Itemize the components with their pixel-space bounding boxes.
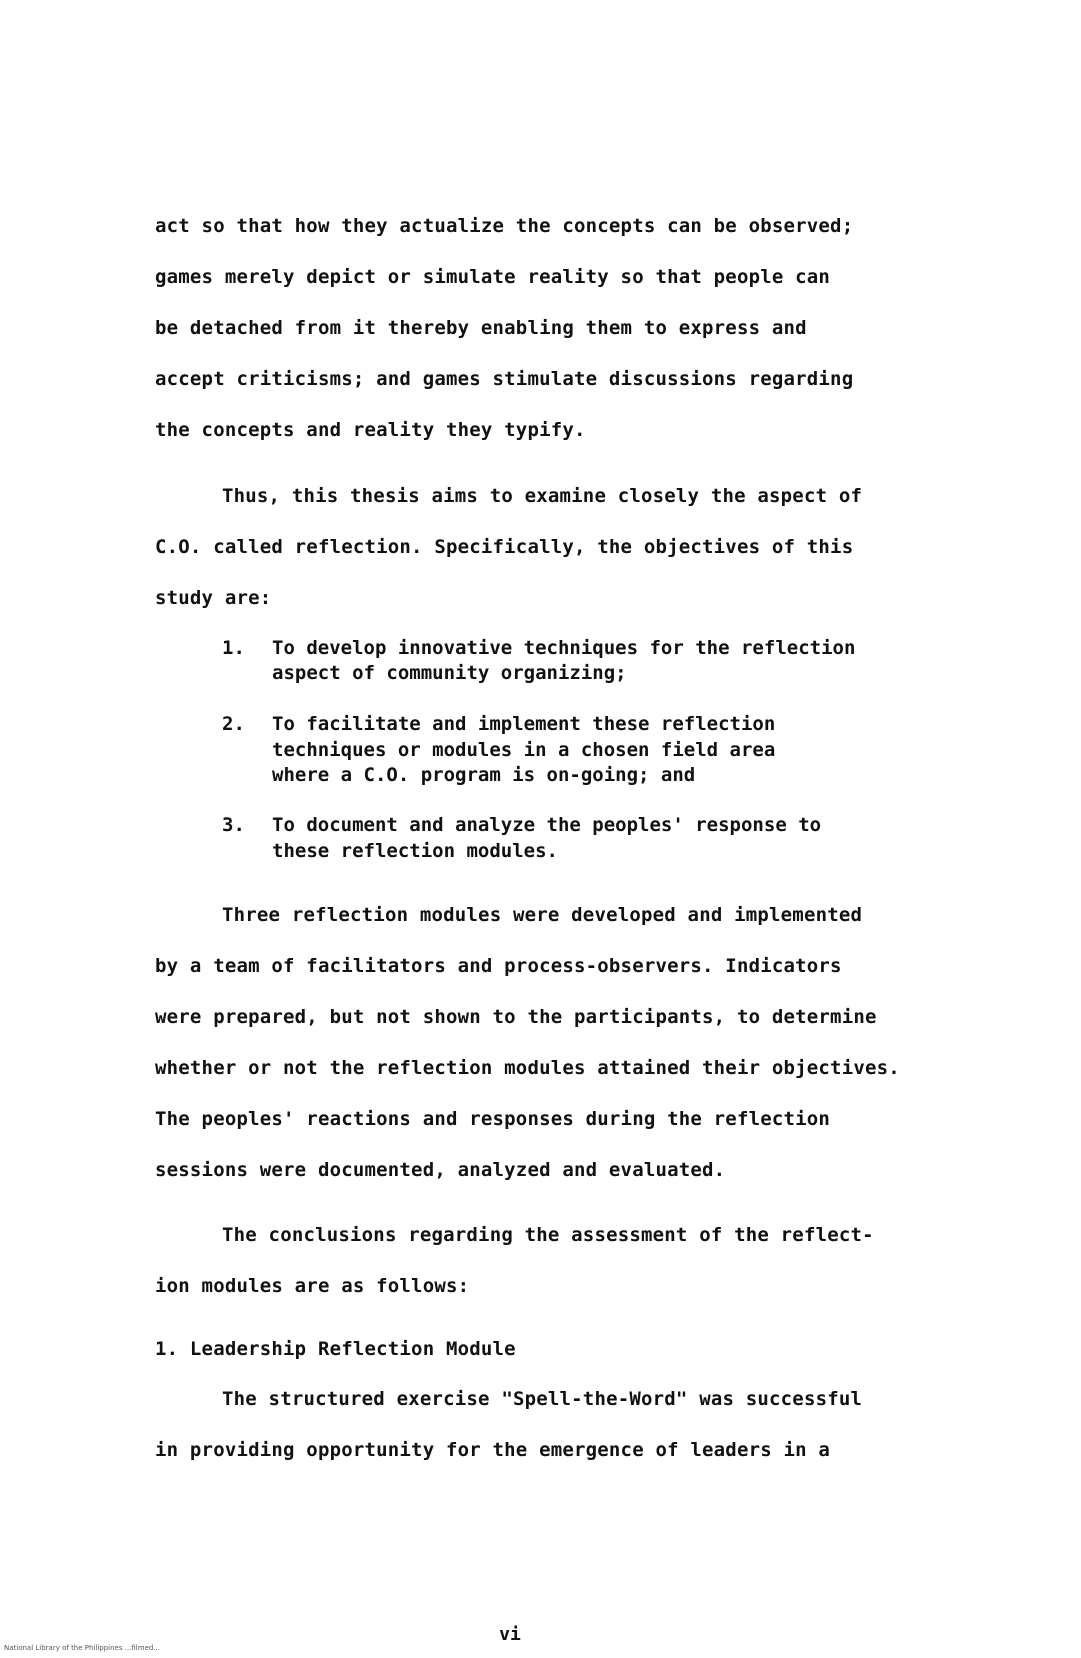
text-line: by a team of facilitators and process-observers. Indicators bbox=[155, 955, 842, 977]
scan-footer: National Library of the Philippines ...filmed... bbox=[4, 1644, 160, 1652]
text-line: were prepared, but not shown to the participants, to determine bbox=[155, 1006, 877, 1028]
text-line: study are: bbox=[155, 587, 272, 609]
text-line: games merely depict or simulate reality so that people can bbox=[155, 266, 831, 288]
text-line: C.O. called reflection. Specifically, the objectives of this bbox=[155, 536, 854, 558]
list-item-text: techniques or modules in a chosen field area bbox=[272, 739, 776, 761]
page-number: vi bbox=[499, 1624, 521, 1645]
text-line: accept criticisms; and games stimulate discussions regarding bbox=[155, 368, 854, 390]
list-item-number: 1. bbox=[222, 637, 245, 659]
text-line: Thus, this thesis aims to examine closely the aspect of bbox=[222, 485, 863, 507]
text-line: ion modules are as follows: bbox=[155, 1275, 470, 1297]
list-item-text: To facilitate and implement these reflection bbox=[272, 713, 776, 735]
text-line: be detached from it thereby enabling them to express and bbox=[155, 317, 807, 339]
text-line: act so that how they actualize the concepts can be observed; bbox=[155, 215, 854, 237]
list-item-text: aspect of community organizing; bbox=[272, 662, 627, 684]
text-line: The conclusions regarding the assessment of the reflect- bbox=[222, 1224, 874, 1246]
text-line: sessions were documented, analyzed and evaluated. bbox=[155, 1159, 726, 1181]
text-line: the concepts and reality they typify. bbox=[155, 419, 586, 441]
text-line: Three reflection modules were developed and implemented bbox=[222, 904, 863, 926]
text-line: whether or not the reflection modules attained their objectives. bbox=[155, 1057, 900, 1079]
list-item-text: these reflection modules. bbox=[272, 840, 558, 862]
text-line: The peoples' reactions and responses during the reflection bbox=[155, 1108, 831, 1130]
list-item-text: where a C.O. program is on-going; and bbox=[272, 764, 696, 786]
list-item-number: 3. bbox=[222, 814, 245, 836]
list-item-text: To develop innovative techniques for the reflection bbox=[272, 637, 856, 659]
text-line: in providing opportunity for the emergence of leaders in a bbox=[155, 1439, 831, 1461]
section-heading: 1. Leadership Reflection Module bbox=[155, 1338, 516, 1360]
text-line: The structured exercise "Spell-the-Word" was successful bbox=[222, 1388, 863, 1410]
list-item-number: 2. bbox=[222, 713, 245, 735]
list-item-text: To document and analyze the peoples' response to bbox=[272, 814, 822, 836]
